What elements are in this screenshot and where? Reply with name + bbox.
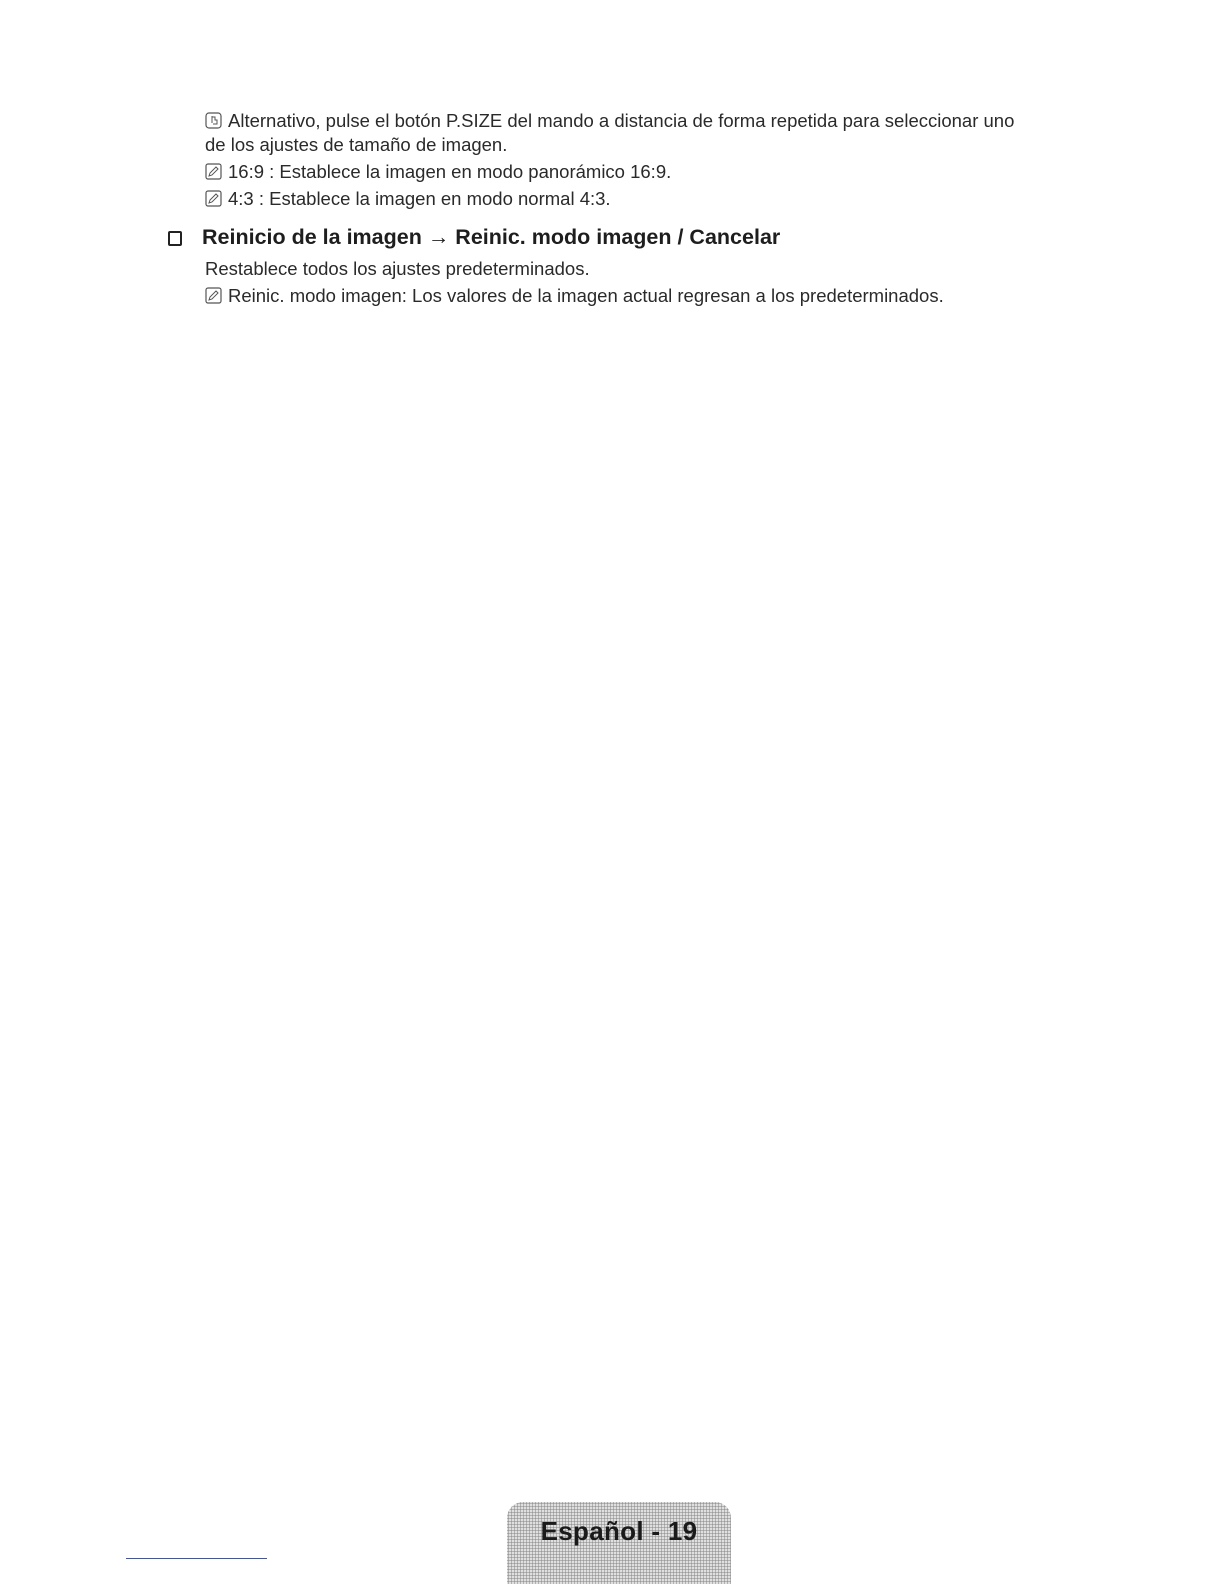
note-aspect-4-3 — [205, 188, 611, 210]
note-aspect-16-9 — [205, 161, 671, 183]
note-icon — [205, 163, 222, 180]
remote-control-icon — [205, 112, 222, 129]
note-aspect-16-9-text: 16:9 : Establece la imagen en modo panorámico 16:9. — [228, 161, 672, 182]
remote-note-line-2: de los ajustes de tamaño de imagen. — [205, 134, 508, 155]
page-number-tab — [507, 1502, 731, 1584]
note-aspect-4-3-text: 4:3 : Establece la imagen en modo normal 4:3. — [228, 188, 611, 209]
section-title: Reinicio de la imagen → Reinic. modo imagen / Cancelar — [202, 225, 781, 249]
note-icon — [205, 190, 222, 207]
remote-note-text-1: Alternativo, pulse el botón P.SIZE del mando a distancia de forma repetida para seleccionar uno — [228, 110, 1015, 131]
note-icon — [205, 287, 222, 304]
footer-rule — [126, 1558, 267, 1559]
checkbox-icon — [168, 231, 182, 246]
page-number-label: Español - 19 — [540, 1516, 698, 1546]
section-note-text: Reinic. modo imagen: Los valores de la imagen actual regresan a los predeterminados. — [228, 285, 944, 306]
section-description: Restablece todos los ajustes predeterminados. — [205, 258, 590, 279]
section-note — [205, 285, 944, 307]
remote-note-line-1 — [205, 110, 1014, 132]
section-heading — [168, 224, 780, 250]
